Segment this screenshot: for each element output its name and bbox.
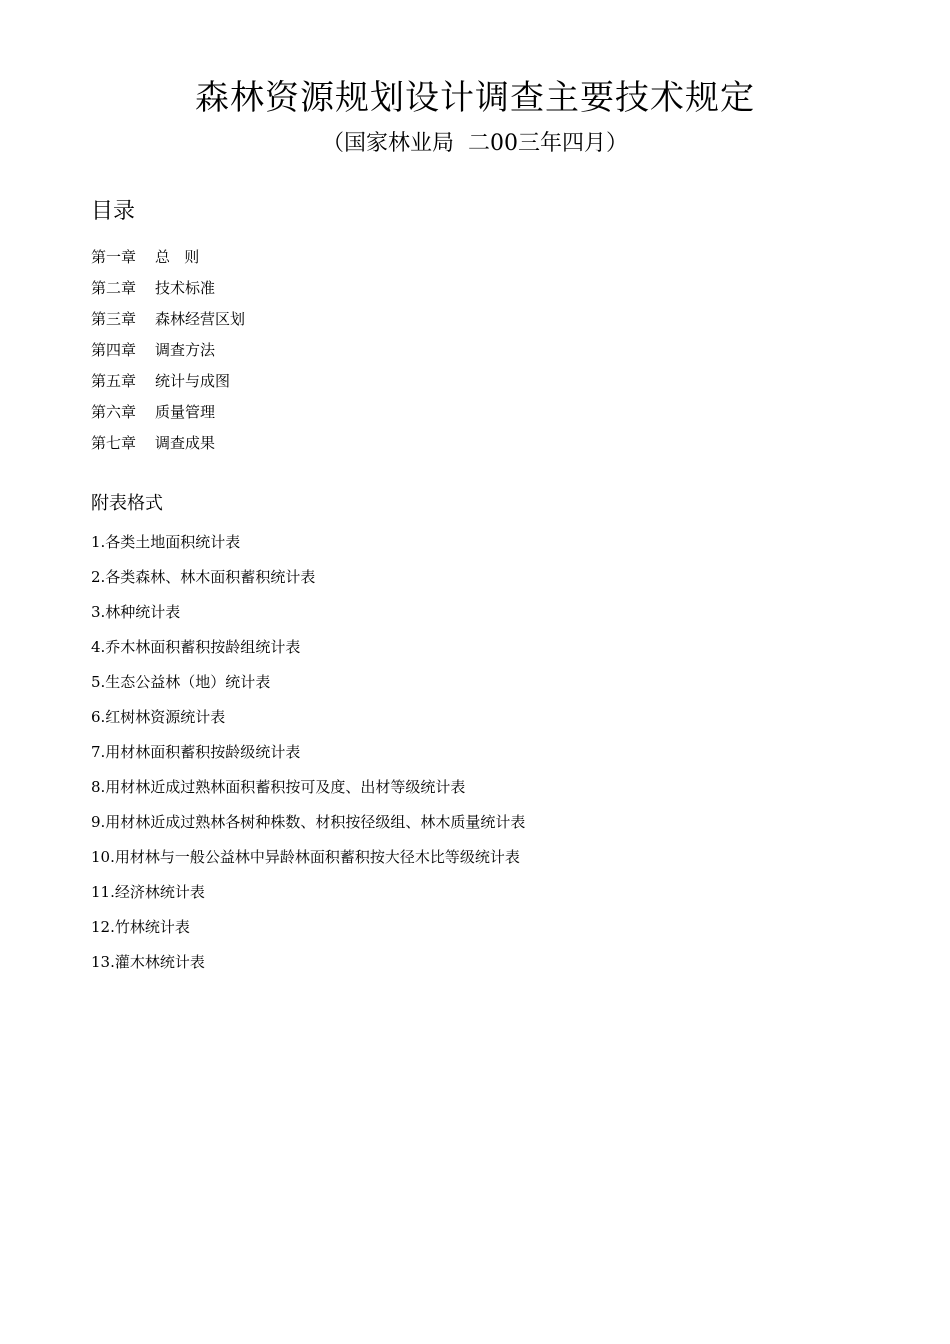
- chapter-title: 森林经营区划: [155, 310, 246, 328]
- toc-item: [91, 306, 245, 337]
- toc-item: [91, 337, 245, 368]
- toc-heading: 目录: [91, 199, 136, 224]
- annex-item: 9.用材林近成过熟林各树种株数、材积按径级组、林木质量统计表: [91, 813, 526, 831]
- annex-item: 4.乔木林面积蓄积按龄组统计表: [91, 638, 301, 656]
- chapter-number: 第六章: [91, 403, 137, 421]
- annex-item: 5.生态公益林（地）统计表: [91, 673, 271, 691]
- annex-item: 2.各类森林、林木面积蓄积统计表: [91, 568, 316, 586]
- chapter-title: 统计与成图: [155, 372, 231, 390]
- chapter-title: 总 则: [155, 248, 200, 266]
- annex-item: 13.灌木林统计表: [91, 953, 205, 971]
- chapter-title: 技术标准: [155, 279, 216, 297]
- toc-item: [91, 275, 245, 306]
- document-title: 森林资源规划设计调查主要技术规定: [195, 78, 755, 118]
- annex-item: 10.用材林与一般公益林中异龄林面积蓄积按大径木比等级统计表: [91, 848, 520, 866]
- toc-item: [91, 399, 245, 430]
- chapter-title: 质量管理: [155, 403, 216, 421]
- toc-item: [91, 244, 245, 275]
- annex-item: 8.用材林近成过熟林面积蓄积按可及度、出材等级统计表: [91, 778, 466, 796]
- toc-list: [91, 244, 245, 461]
- chapter-number: 第一章: [91, 248, 137, 266]
- annex-item: 1.各类土地面积统计表: [91, 533, 241, 551]
- chapter-number: 第四章: [91, 341, 137, 359]
- document-subtitle: （国家林业局 二00三年四月）: [322, 131, 628, 156]
- chapter-title: 调查方法: [155, 341, 216, 359]
- annex-item: 7.用材林面积蓄积按龄级统计表: [91, 743, 301, 761]
- chapter-number: 第三章: [91, 310, 137, 328]
- toc-item: [91, 430, 245, 461]
- annex-item: 6.红树林资源统计表: [91, 708, 226, 726]
- annex-list: [91, 529, 525, 984]
- annex-item: 12.竹林统计表: [91, 918, 190, 936]
- toc-item: [91, 368, 245, 399]
- chapter-title: 调查成果: [155, 434, 216, 452]
- annex-item: 11.经济林统计表: [91, 883, 205, 901]
- chapter-number: 第五章: [91, 372, 137, 390]
- chapter-number: 第七章: [91, 434, 137, 452]
- chapter-number: 第二章: [91, 279, 137, 297]
- annex-heading: 附表格式: [91, 493, 163, 514]
- annex-item: 3.林种统计表: [91, 603, 181, 621]
